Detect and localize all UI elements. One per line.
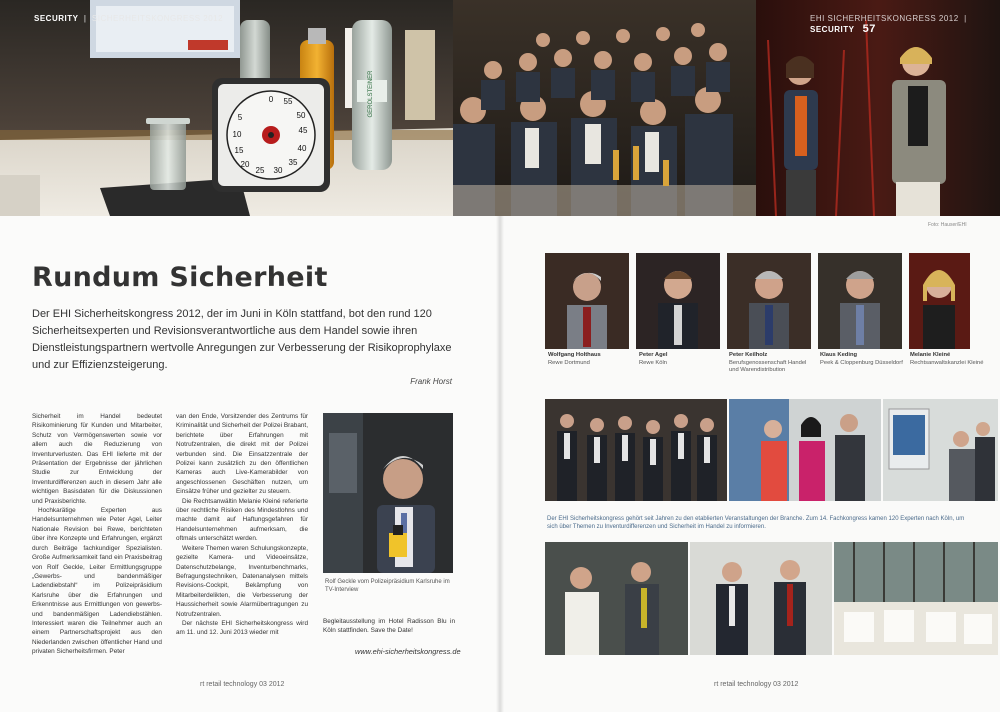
middle-caption: Der EHI Sicherheitskongress gehört seit Jahren zu den etablierten Veranstaltungen der Branche. Zum 14. Fachkongress kamen 120 Experten nach Köln, um sich über Themen zu Inventurdifferenzen und Sicherheit im Handel zu informieren. [547, 516, 965, 530]
speaker-portraits [545, 253, 970, 349]
event-label-right: EHI SICHERHEITSKONGRESS 2012 [810, 14, 959, 23]
timer-number: 15 [234, 146, 244, 155]
paragraph: Hochkarätige Experten aus Handelsunternehmen wie Peter Agel, Leiter Nationale Revision bei Rewe, berichteten über ihre Konzepte und Erfahrungen, ergänzt durch Beiträge fachkundiger Spezialisten. Große Aufmerksamkeit fand ein Praxisbeitrag von Rolf Geckle, Leiter Ermittlungsgruppe „Gewerbs- und bandenmäßiger Ladendiebstahl“ im Polizeipräsidium Karlsruhe über die Erfahrungen und Erkenntnisse aus Ermittlungen von gewerbs- und bandenmäßigen Ladendiebstählen. Interessiert waren die Teilnehmer auch an einem Partnerschaftsprojekt aus den Niederlanden zwischen öffentlicher Hand und privaten Sicherheitsfirmen. Peter [32, 507, 162, 656]
article-column-3 [323, 617, 455, 636]
photo-credit: Foto: Hauser/EHI [928, 222, 967, 228]
audience-photo-illustration [453, 0, 756, 216]
photo-networking [729, 399, 881, 501]
photo-conversation-2 [690, 542, 832, 655]
portrait-caption [639, 352, 725, 367]
portrait-caption [548, 352, 634, 367]
timer-number: 35 [288, 158, 298, 167]
paragraph: Weitere Themen waren Schulungskonzepte, gezielte Kamera- und Videoeinsätze, Datenschutzbelange, Inventurbenchmarks, Befragungstechniken, Datenanalysen mittels Revisions-Cockpit, Bekämpfung von Mitarbeiterdelikten, die Verbesserung der Haussicherheit sowie Alarmübertragungen zu Notrufzentralen. [176, 544, 308, 618]
speaker-name: Peter Agel [639, 352, 668, 358]
running-head-right: EHI SICHERHEITSKONGRESS 2012 | SECURITY 57 [810, 14, 970, 35]
photo-conference-table-timer [0, 0, 453, 216]
event-label: SICHERHEITSKONGRESS 2012 [91, 14, 224, 23]
timer-number: 40 [297, 144, 307, 153]
speaker-name: Melanie Kleiné [910, 352, 951, 358]
section-label: SECURITY [34, 14, 79, 23]
timer-number: 55 [283, 97, 293, 106]
speaker-org: Rechtsanwaltskanzlei Kleiné [910, 359, 984, 366]
footer-right: rt retail technology 03 2012 [714, 681, 799, 688]
paragraph: van den Ende, Vorsitzender des Zentrums für Kriminalität und Sicherheit der Polizei Brabant, berichtete über Erfahrungen mit Notrufzentralen, die direkt mit der Polizei verbunden sind. Die Einsatzzentrale der Polizei kann zusätzlich zu den öffentlichen Kameras auch Live-Kamerabilder von angeschlossenen Geschäften nutzen, um Einsätze früher und gezielter zu steuern. [176, 413, 308, 496]
photo-tv-interview [323, 413, 453, 573]
page-number: 57 [862, 23, 876, 35]
speaker-org: Peek & Cloppenburg Düsseldorf [820, 359, 903, 366]
timer-number: 0 [268, 95, 274, 104]
event-url-link[interactable]: www.ehi-sicherheitskongress.de [355, 647, 461, 656]
timer-number: 5 [237, 113, 243, 122]
paragraph: Begleitausstellung im Hotel Radisson Blu in Köln stattfinden. Save the Date! [323, 618, 455, 635]
portrait-peter-agel [636, 253, 720, 349]
portrait-caption [910, 352, 992, 367]
portrait-wolfgang-holthaus [545, 253, 629, 349]
paragraph: Die Rechtsanwältin Melanie Kleiné referierte über rechtliche Risiken des Mindestlohns und machte damit auf Haftungsgefahren für Handelsunternehmen aufmerksam, die oftmals unterschätzt werden. [176, 497, 308, 543]
section-label-right: SECURITY [810, 25, 855, 34]
photo-two-speakers [756, 0, 1000, 216]
article-title: Rundum Sicherheit [32, 262, 328, 293]
timer-number: 30 [273, 166, 283, 175]
speaker-org: Berufsgenossenschaft Handel und Warendistribution [729, 359, 807, 374]
portrait-klaus-keding [818, 253, 902, 349]
timer-number: 45 [298, 126, 308, 135]
paragraph: Sicherheit im Handel bedeutet Risikominierung für Kunden und Mitarbeiter, Schutz von Vermögenswerten sowie vor allem auch die Reduzierung von Inventurverlusten. Das EHI lieferte mit der Präsentation der Ergebnisse der jährlichen Studie zur Entwicklung der Inventurdifferenzen auch in diesem Jahr alle wichtigen Basisdaten für die Diskussionen und Praxisberichte. [32, 413, 162, 505]
photo-audience [453, 0, 756, 216]
footer-left: rt retail technology 03 2012 [200, 681, 285, 688]
paragraph: Der nächste EHI Sicherheitskongress wird am 11. und 12. Juni 2013 wieder mit [176, 619, 308, 637]
speaker-name: Wolfgang Holthaus [548, 352, 601, 358]
timer-number: 10 [232, 130, 242, 139]
timer-number: 25 [255, 166, 265, 175]
photo-group-men [545, 399, 727, 501]
photo-conversation-1 [545, 542, 688, 655]
photo-venue-hall [834, 542, 998, 655]
article-lead: Der EHI Sicherheitskongress 2012, der im Juni in Köln stattfand, bot den rund 120 Sicherheitsexperten und Revisionsverantwortliche aus dem Handel sowie ihren Dienstleistungspartnern wertvolle Anregungen zur Verbesserung der Risikoprophylaxe und zur Effizienzsteigerung. [32, 308, 452, 371]
speaker-org: Rewe Köln [639, 359, 668, 366]
photo-caption: Rolf Geckle vom Polizeipräsidium Karlsruhe im TV-Interview [325, 579, 450, 593]
timer-number: 50 [296, 111, 306, 120]
portrait-caption [729, 352, 815, 375]
speaker-org: Rewe Dortmund [548, 359, 590, 366]
article-column-2 [176, 412, 308, 638]
bottle-brand-label: GEROLSTEINER [368, 70, 374, 118]
timer-photo-illustration [0, 0, 453, 216]
running-head-left: SECURITY | SICHERHEITSKONGRESS 2012 [34, 14, 224, 23]
portrait-melanie-kleine [909, 253, 970, 349]
timer-number: 20 [240, 160, 250, 169]
portrait-peter-keilholz [727, 253, 811, 349]
photo-exhibition-booth [883, 399, 998, 501]
article-author: Frank Horst [410, 377, 452, 386]
article-column-1 [32, 412, 162, 657]
speaker-name: Peter Keilholz [729, 352, 768, 358]
interview-photo-illustration [323, 413, 453, 573]
speaker-name: Klaus Keding [820, 352, 858, 358]
portrait-caption [820, 352, 906, 367]
